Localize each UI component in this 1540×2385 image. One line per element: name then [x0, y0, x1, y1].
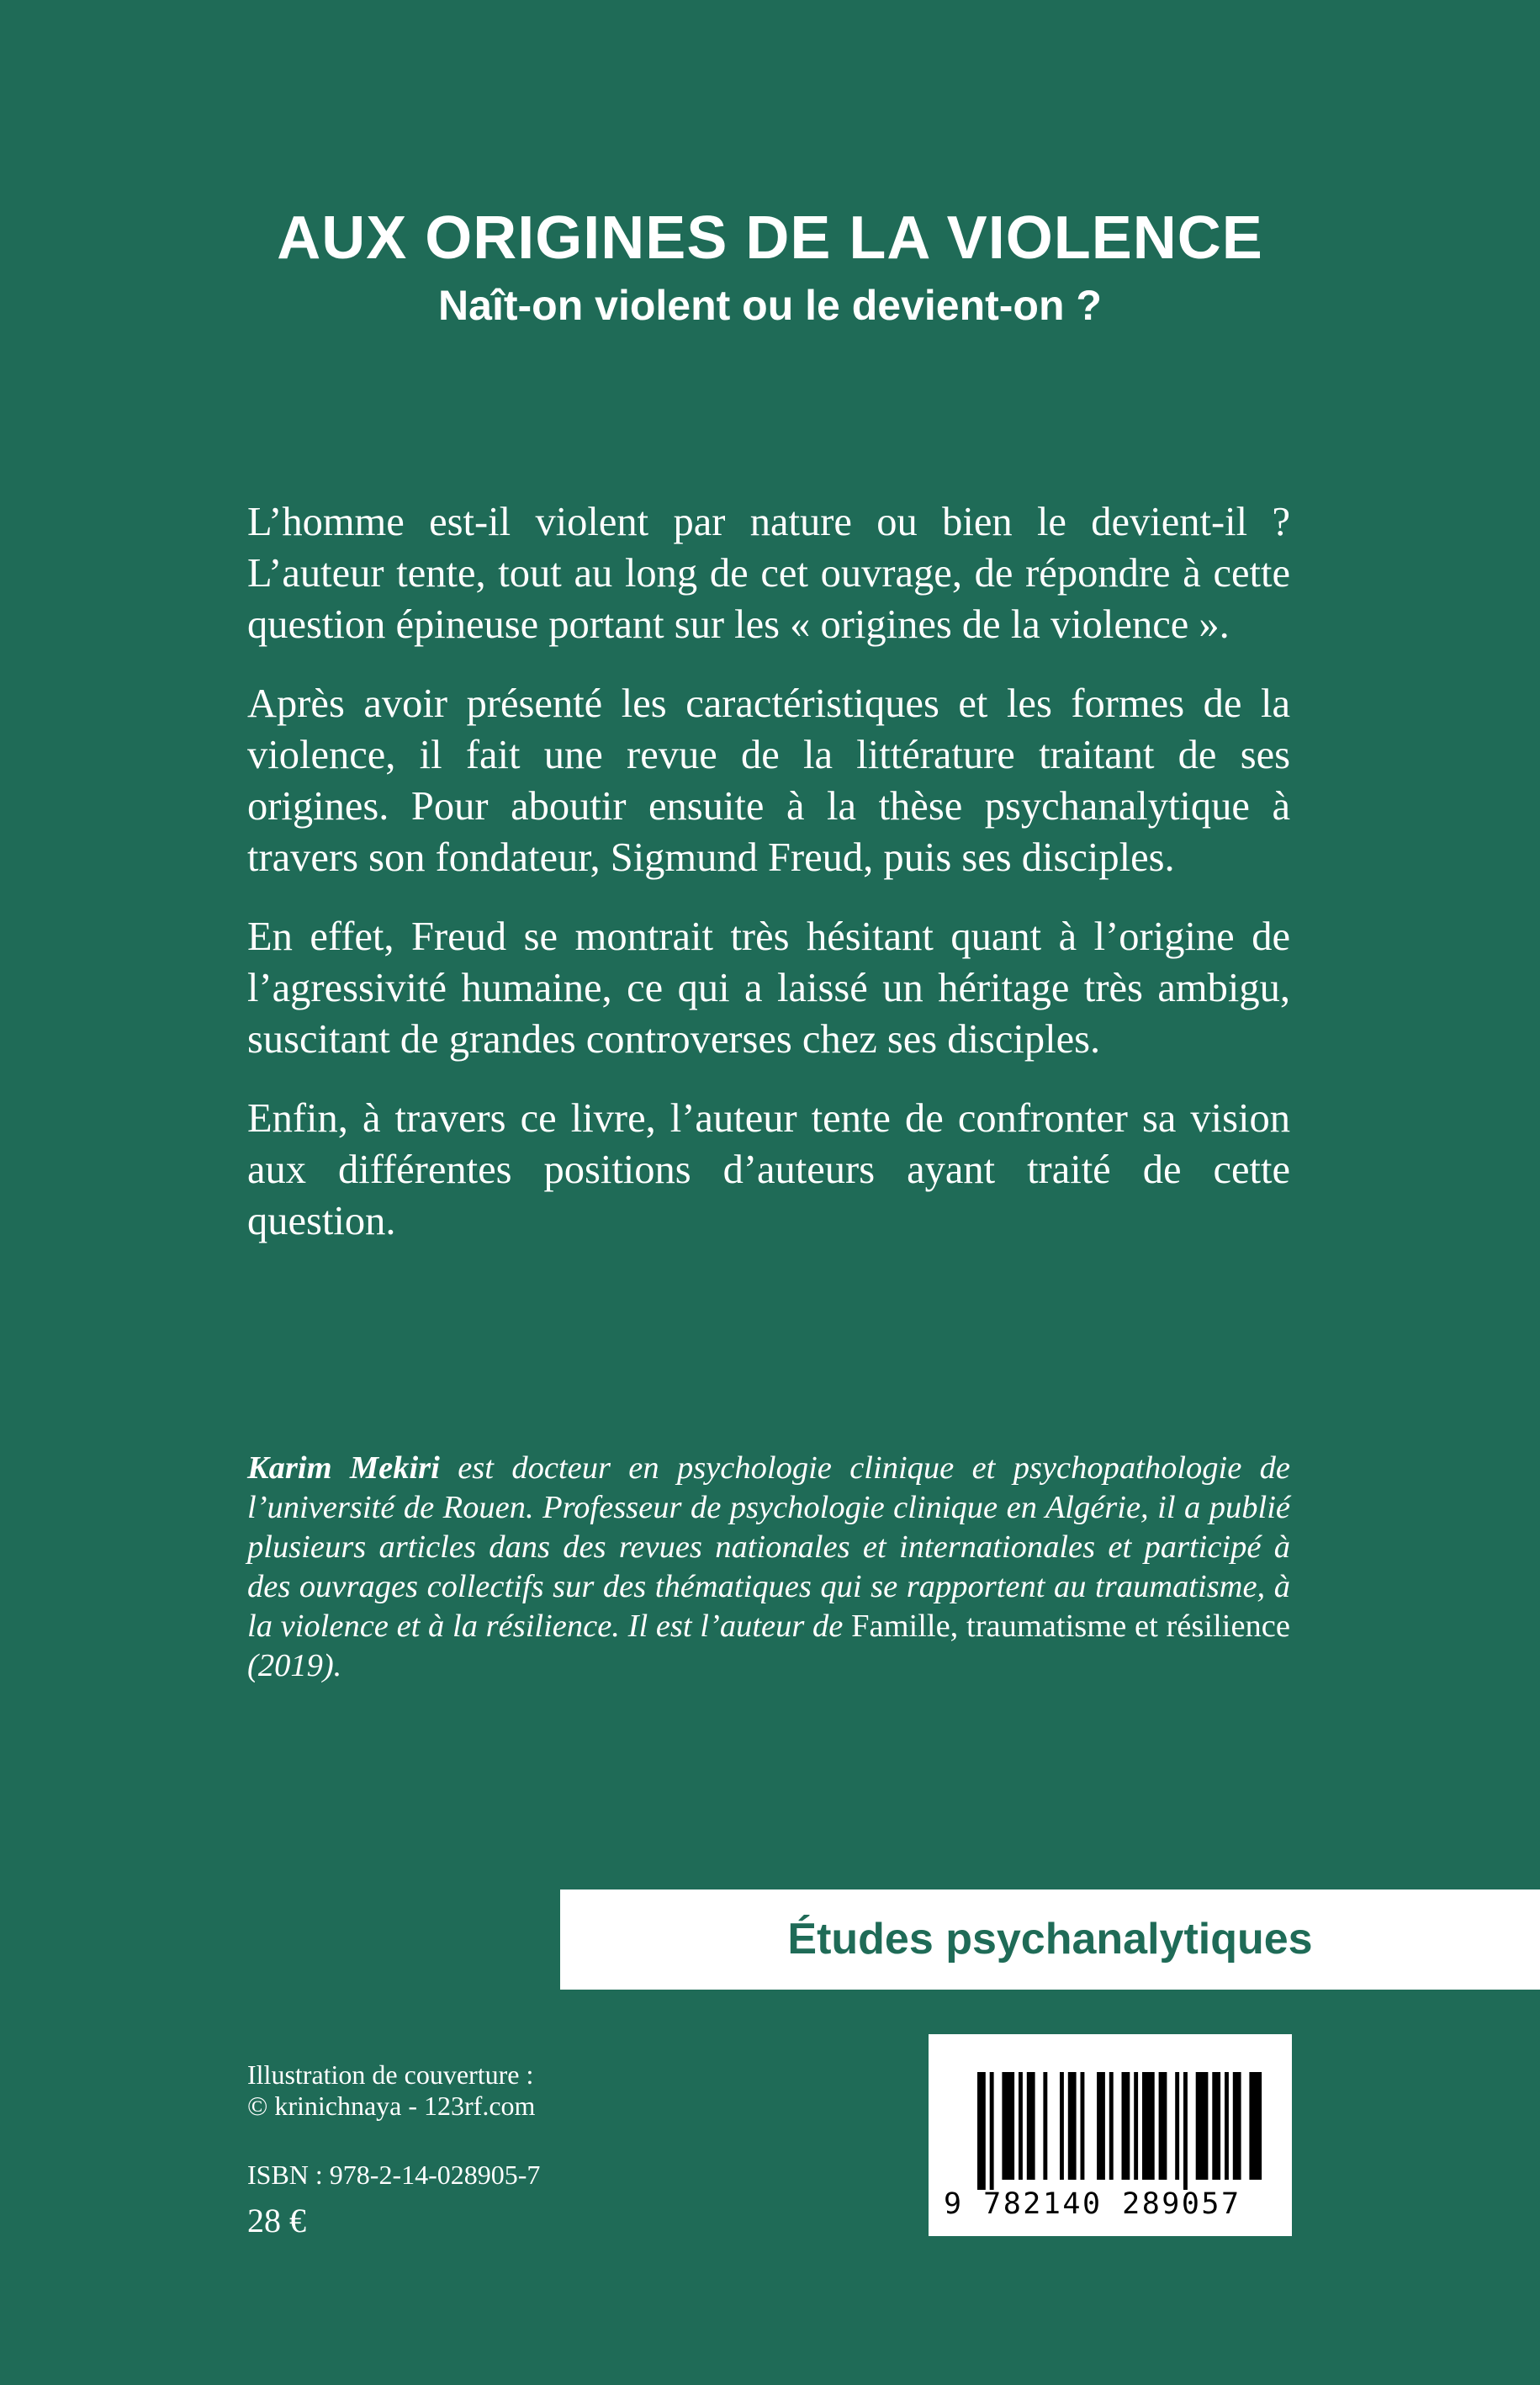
- barcode-bar: [1081, 2072, 1085, 2180]
- barcode-bar: [1060, 2072, 1064, 2180]
- barcode-bar: [1027, 2072, 1035, 2180]
- barcode-bar: [1196, 2072, 1209, 2180]
- author-name: Karim Mekiri: [247, 1450, 440, 1486]
- blurb-paragraph: En effet, Freud se montrait très hésitant quant à l’origine de l’agressivité humaine, ce qui a laissé un héritage très ambigu, suscitant de grandes controverses chez ses disciples.: [247, 914, 1290, 1062]
- collection-band: [560, 1889, 1540, 1990]
- barcode-bar: [1019, 2072, 1023, 2180]
- barcode-digits: 9 782140 289057: [944, 2187, 1241, 2221]
- collection-name: Études psychanalytiques: [787, 1915, 1313, 1964]
- back-cover-blurb: [247, 496, 1290, 1275]
- bio-text-end: (2019).: [247, 1648, 342, 1683]
- barcode-bar: [1097, 2072, 1105, 2180]
- previous-book-title: Famille, traumatisme et résilience: [851, 1609, 1290, 1644]
- barcode-bar: [990, 2072, 994, 2190]
- barcode-bar: [1068, 2072, 1077, 2180]
- barcode-bar: [1134, 2072, 1138, 2180]
- book-title: AUX ORIGINES DE LA VIOLENCE: [277, 204, 1263, 272]
- barcode: [929, 2034, 1292, 2236]
- bio-text: est docteur en psychologie clinique et psychopathologie de l’université de Rouen. Professeur de psychologie clinique en Algérie, il a publié plusieurs articles dans des revues nationales et internationales et participé à des ouvrages collectifs sur des thématiques qui se rapportent au traumatisme, à la violence et à la résilience. Il est l’auteur de: [247, 1450, 1290, 1644]
- blurb-paragraph: Après avoir présenté les caractéristiques et les formes de la violence, il fait une revue de la littérature traitant de ses origines. Pour aboutir ensuite à la thèse psychanalytique à travers son fondateur, Sigmund Freud, puis ses disciples.: [247, 681, 1290, 880]
- barcode-bar: [1109, 2072, 1114, 2180]
- blurb-paragraph: L’homme est-il violent par nature ou bien le devient-il ? L’auteur tente, tout au long de cet ouvrage, de répondre à cette question épineuse portant sur les « origines de la violence ».: [247, 500, 1290, 647]
- author-bio: [247, 1449, 1290, 1686]
- credits-line: © krinichnaya - 123rf.com: [247, 2091, 536, 2121]
- barcode-bar: [1043, 2072, 1047, 2180]
- barcode-bar: [1142, 2072, 1155, 2180]
- barcode-bar: [1002, 2072, 1014, 2180]
- barcode-bar: [1212, 2072, 1220, 2180]
- credits-line: Illustration de couverture :: [247, 2059, 534, 2090]
- barcode-bar: [1225, 2072, 1229, 2180]
- isbn: ISBN : 978-2-14-028905-7: [247, 2160, 541, 2190]
- barcode-bar: [1175, 2072, 1179, 2180]
- price: 28 €: [247, 2202, 306, 2239]
- barcode-bar: [1159, 2072, 1167, 2180]
- blurb-paragraph: Enfin, à travers ce livre, l’auteur tente de confronter sa vision aux différentes positions d’auteurs ayant traité de cette question.: [247, 1096, 1290, 1243]
- barcode-bar: [1249, 2072, 1262, 2180]
- book-subtitle: Naît-on violent ou le devient-on ?: [438, 282, 1102, 329]
- cover-credits: [247, 2059, 535, 2122]
- barcode-bar: [1122, 2072, 1130, 2180]
- barcode-bar: [1233, 2072, 1241, 2180]
- barcode-bar: [1183, 2072, 1188, 2190]
- barcode-bar: [977, 2072, 986, 2190]
